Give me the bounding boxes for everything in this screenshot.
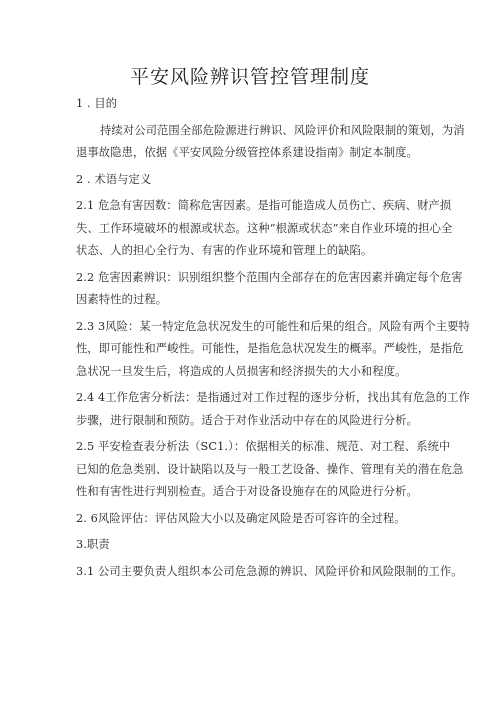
paragraph-line: 失、工作环境破坏的根源或状态。这种“根源或状态”来自作业环境的担心全 bbox=[76, 221, 453, 235]
paragraph-line: 急状况一旦发生后，将造成的人员损害和经济损失的大小和程度。 bbox=[76, 364, 407, 378]
section-heading-responsibilities: 3.职责 bbox=[76, 538, 110, 551]
document-title: 平安风险辨识管控管理制度 bbox=[129, 66, 370, 88]
paragraph-line: 性和有害性进行判别检查。适合于对设备设施存在的风险进行分析。 bbox=[76, 485, 418, 498]
paragraph-line: 退事故隐患，依据《平安风险分级管控体系建设指南》制定本制度。 bbox=[76, 146, 418, 159]
paragraph-line: 步骤，进行限制和预防。适合于对作业活动中存在的风险进行分析。 bbox=[76, 413, 418, 427]
paragraph-line: 状态、人的担心全行为、有害的作业环境和管理上的缺陷。 bbox=[76, 244, 373, 257]
paragraph-line: 2.2 危害因素辨识：识别组织整个范围内全部存在的危害因素并确定每个危害 bbox=[76, 270, 463, 284]
paragraph-line: 持续对公司范围全部危险源进行辨识、风险评价和风险限制的策划，为消 bbox=[100, 123, 465, 137]
document-body bbox=[76, 93, 470, 583]
paragraph-line: 性，即可能性和严峻性。可能性，是指危急状况发生的概率。严峻性，是指危 bbox=[76, 342, 464, 355]
section-heading-terms: 2 . 术语与定义 bbox=[76, 172, 152, 186]
paragraph-line: 2.1 危急有害因数：简称危害因素。是指可能造成人员伤亡、疾病、财产损 bbox=[76, 199, 452, 212]
paragraph-line: 2.4 4工作危害分析法：是指通过对工作过程的逐步分析，找出其有危急的工作 bbox=[76, 391, 470, 404]
paragraph-line: 已知的危急类别、设计缺陷以及与一般工艺设备、操作、管理有关的潜在危急 bbox=[76, 462, 464, 476]
paragraph-line: 3.1 公司主要负责人组织本公司危急源的辨识、风险评价和风险限制的工作。 bbox=[76, 564, 463, 578]
paragraph-line: 因素特性的过程。 bbox=[76, 293, 168, 306]
paragraph-line: 2.3 3风险：某一特定危急状况发生的可能性和后果的组合。风险有两个主要特 bbox=[76, 319, 470, 333]
paragraph-line: 2. 6风险评估：评估风险大小以及确定风险是否可容许的全过程。 bbox=[76, 511, 406, 525]
section-heading-purpose: 1 . 目的 bbox=[76, 97, 118, 110]
paragraph-line: 2.5 平安检查表分析法（SC1.）：依据相关的标准、规范、对工程、系统中 bbox=[76, 440, 451, 453]
